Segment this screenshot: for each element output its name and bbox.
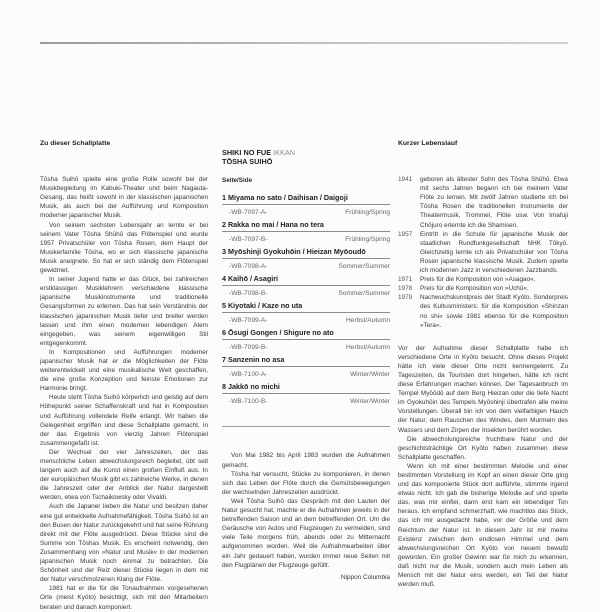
track-code: -WB-7098-A- xyxy=(229,263,268,271)
paragraph: Von Mai 1982 bis April 1983 wurden die Aufnahmen gemacht. xyxy=(222,452,390,469)
track-season: Winter/Winter xyxy=(350,398,390,406)
section-heading: Zu dieser Schallplatte xyxy=(40,140,111,147)
track-item xyxy=(222,220,390,244)
column-tracklist xyxy=(222,148,390,582)
paragraph: Tōsha hat versucht, Stücke zu komponieren, in denen sich das Leben der Flöte durch die Gemütsbewegungen der wechselnden Jahreszeiten ausdrückt. xyxy=(222,470,390,496)
track-season: Winter/Winter xyxy=(350,371,390,379)
track-code: -WB-7099-A- xyxy=(229,317,268,325)
label-credit: Nippon Columbia xyxy=(340,573,390,581)
track-season: Frühling/Spring xyxy=(345,236,390,244)
track-item xyxy=(222,301,390,325)
track-season: Frühling/Spring xyxy=(345,209,390,217)
track-code: -WB-7099-B- xyxy=(229,344,268,352)
column-biography xyxy=(398,139,568,589)
track-season: Sommer/Summer xyxy=(338,290,390,298)
paragraph: Von seinem sechsten Lebensjahr an lernte er bei seinem Vater Tōsha Shūhō das Flötenspiel und wurde 1957 Privatschüler von Tōsha Rosen, dem Haupt der Musikerfamilie Tōsha, wo er sich klassische japanische Musik aneignete. So hat er sich ständig dem Flötenspiel gewidmet. xyxy=(40,221,208,275)
track-title: 5 Kiyotaki / Kaze no uta xyxy=(222,301,390,313)
side-label: Seite/Side xyxy=(222,177,253,184)
track-title: 6 Ōsugi Gongen / Shigure no ato xyxy=(222,328,390,340)
track-title: 2 Rakka no mai / Hana no tera xyxy=(222,220,390,232)
track-item xyxy=(222,328,390,352)
bio-entry xyxy=(398,293,568,329)
bio-year: 1971 xyxy=(398,276,413,284)
paragraph: Weil Tōsha Suihō das Gespräch mit den Lauten der Natur gesucht hat, machte er die Aufnahmen jeweils in der betreffenden Saison und an dem betreffenden Ort. Um die Geräusche von Autos und Flugzeugen zu vermeiden, sind viele Teile morgens früh, abends oder zu Mitternacht aufgenommen worden. Weil die Aufnahmearbeiten über ein Jahr gedauert haben, wurden immer neue Seiten mit den Flugplänen der Flugzeuge gefüllt. xyxy=(222,497,390,569)
paragraph: Auch die Japaner lieben die Natur und besitzen daher eine gut entwickelte Aufnahmefähigkeit. Tōsha Suihō ist an den Busen der Natur zurückgekehrt und hat seine Rührung direkt mit der Flöte ausgedrückt. Diese Stücke sind die Summe von Tōshas Musik. Es erscheint notwendig, den Zusammenhang von »Natur und Musik« in der modernen japanischen Musik noch einmal zu betrachten. Die Schönheit und der Reiz dieser Stücke liegen in dem mit der Natur verschmolzenen Klang der Flöte. xyxy=(40,503,208,584)
album-title-text: SHIKI NO FUE xyxy=(222,148,272,157)
album-title xyxy=(222,148,390,157)
paragraph: 1981 hat er die für die Tonaufnahmen vorgesehenen Orte (meist Kyōto) besichtigt, sich mit den Mitarbeitern beraten und danach komponiert. xyxy=(40,585,208,611)
track-item xyxy=(222,382,390,406)
paragraph: In seiner Jugend hatte er das Glück, bei zahlreichen erstklassigen Musiklehrern verschiedene klassische japanische Musikinstrumente und traditionelle Gesangsformen zu erlernen. Das hat sein Verständnis der klassischen japanischen Musik tiefer und breiter werden lassen und ihm einen modernen lebendigen Atem eingegeben, was seinem eigenwilligen Stil entgegenkommt. xyxy=(40,276,208,347)
bio-text: Nachwuchskunstpreis der Stadt Kyōto. Sonderpreis des Kultusministers: für die Komposition »Shinzan no shi« sowie 1981 ebenso für die Komposition »Tera«. xyxy=(420,294,568,329)
paragraph: Tōsha Suihō spielte eine große Rolle sowohl bei der Musikbegleitung im Kabuki-Theater und beim Nagauta-Gesang, das heißt sowohl in der klassischen japanischen Musik, als auch bei der Aufführung und Komposition moderner japanischer Musik. xyxy=(40,176,208,220)
paragraph: Heute steht Tōsha Suihō körperlich und geistig auf dem Höhepunkt seiner Schaffenskraft und hat in Komposition und Aufführung vollendete Reife erlangt. Wir haben die Gelegenheit ergriffen und diese Schallplatte gemacht, in der das Ergebnis von vierzig Jahren Flötenspiel zusammengefaßt ist. xyxy=(40,394,208,447)
track-item xyxy=(222,355,390,379)
column-about-record xyxy=(40,139,208,612)
track-title: 1 Miyama no sato / Daihisan / Daigoji xyxy=(222,193,390,205)
track-code: -WB-7098-B- xyxy=(229,290,268,298)
paragraph: Vor der Aufnahme dieser Schallplatte habe ich verschiedene Orte in Kyōto besucht. Ohne dieses Projekt hätte ich viele dieser Orte nicht kennengelernt. Zu Tageszeiten, da Touristen dort hingehen, hätte ich nicht diese Erfahrungen machen können. Der Tagesanbruch im Tempel Myōōdō auf dem Berg Hieizan oder die tiefe Nacht im Gyokuhōin des Tempels Myōshinji übertrafen alle meine Vorstellungen. Überall bin ich von dem vielfarbigen Hauch der Natur, dem Rauschen des Windes, dem Murmeln des Wassers und dem Zirpen der Insekten berührt worden. xyxy=(398,344,568,434)
track-code: -WB-7100-A- xyxy=(229,371,268,379)
track-title: 4 Kaihō / Asagiri xyxy=(222,274,390,286)
track-item xyxy=(222,274,390,298)
track-season: Herbst/Autumn xyxy=(346,317,390,325)
tracklist-end-rule xyxy=(222,426,390,427)
track-code: -WB-7097-B- xyxy=(229,236,268,244)
bio-entry xyxy=(398,230,568,275)
paragraph: Die abwechslungsreiche fruchtbare Natur und der geschichtsträchtige Ort Kyōto haben zusammen diese Schallplatte geschaffen. xyxy=(398,435,568,461)
top-rule xyxy=(40,42,568,44)
track-season: Herbst/Autumn xyxy=(346,344,390,352)
bio-entry xyxy=(398,175,568,230)
bio-year: 1979 xyxy=(398,294,413,302)
track-code: -WB-7097-A- xyxy=(229,209,268,217)
bio-entry xyxy=(398,275,568,284)
spacer xyxy=(398,330,568,344)
section-heading: Kurzer Lebenslauf xyxy=(398,140,458,147)
bio-entry xyxy=(398,284,568,293)
paragraph: Der Wechsel der vier Jahreszeiten, der das menschliche Leben abwechslungsreich begleitet, übt seit langem auch auf die Kunst einen großen Einfluß aus. In der europäischen Musik gibt es zahlreiche Werke, in denen die Jahreszeit oder der Anblick der Natur dargestellt werden, etwa von Tschaikowsky oder Vivaldi. xyxy=(40,448,208,502)
bio-text: Preis für die Komposition von »Asagao«. xyxy=(420,276,536,284)
album-subtitle: IKKAN xyxy=(273,148,295,157)
track-item xyxy=(222,193,390,217)
paragraph: Wenn ich mit einer bestimmten Melodie und einer bestimmten Vorstellung im Kopf an einen dieser Orte ging und das komponierte Stück dort aufführte, stimmte irgend etwas nicht. Ich gab die bisherige Melodie auf und spielte das, was mir einfiel, dann erst kam ein lebendiger Ton heraus. Ich empfand schmerzhaft, wie machtlos das Stück, das ich mir ausgedacht habe, vor der Größe und dem Reichtum der Natur ist. In diesem Jahr ist mir meine Existenz zwischen dem endlosen Himmel und dem abwechslungsreichen Ort Kyōto von neuem bewußt geworden. Ein großer Gewinn war für mich zu erkennen, daß nicht nur die Musik, sondern auch mein Leben als Mensch mit der Natur eins werden, ein Teil der Natur werden muß. xyxy=(398,462,568,589)
paragraph: In Kompositionen und Aufführungen moderner japanischer Musik hat er die Möglichkeiten der Flöte weiterentwickelt und eine musikalische Welt geschaffen, die eine große Konzeption und feinste Emotionen zur Harmonie bringt. xyxy=(40,348,208,393)
track-season: Sommer/Summer xyxy=(338,263,390,271)
track-title: 3 Myōshinji Gyokuhōin / Hieizan Myōoudō xyxy=(222,247,390,259)
bio-year: 1941 xyxy=(398,176,413,184)
track-code: -WB-7100-B- xyxy=(229,398,268,406)
track-item xyxy=(222,247,390,271)
artist-name: TŌSHA SUIHŌ xyxy=(222,157,273,166)
bio-year: 1978 xyxy=(398,285,413,293)
track-title: 8 Jakkō no michi xyxy=(222,382,390,394)
bio-text: Preis für die Komposition von »Uchū«. xyxy=(420,285,529,293)
bio-year: 1957 xyxy=(398,230,413,238)
bio-text: geboren als ältester Sohn des Tōsha Shūhō. Etwa mit sechs Jahren begann ich bei meinem Vater Flöte zu lernen. Mit zwölf Jahren studierte ich bei Tōsha Rosen die traditionellen Instrumente der Theatermusik, Trommel, Flöte usw. Von Imafuji Chōjuro erlernte ich die Shamisen. xyxy=(420,176,568,229)
track-title: 7 Sanzenin no asa xyxy=(222,355,390,367)
bio-text: Eintritt in die Schule für japanische Musik der staatlichen Rundfunkgesellschaft NHK Tōkyō. Gleichzeitig lernte ich als Privatschüler von Tōsha Rosen japanische klassische Musik. Zudem spielte ich modernen Jazz in verschiedenen Jazzbands. xyxy=(420,230,568,275)
